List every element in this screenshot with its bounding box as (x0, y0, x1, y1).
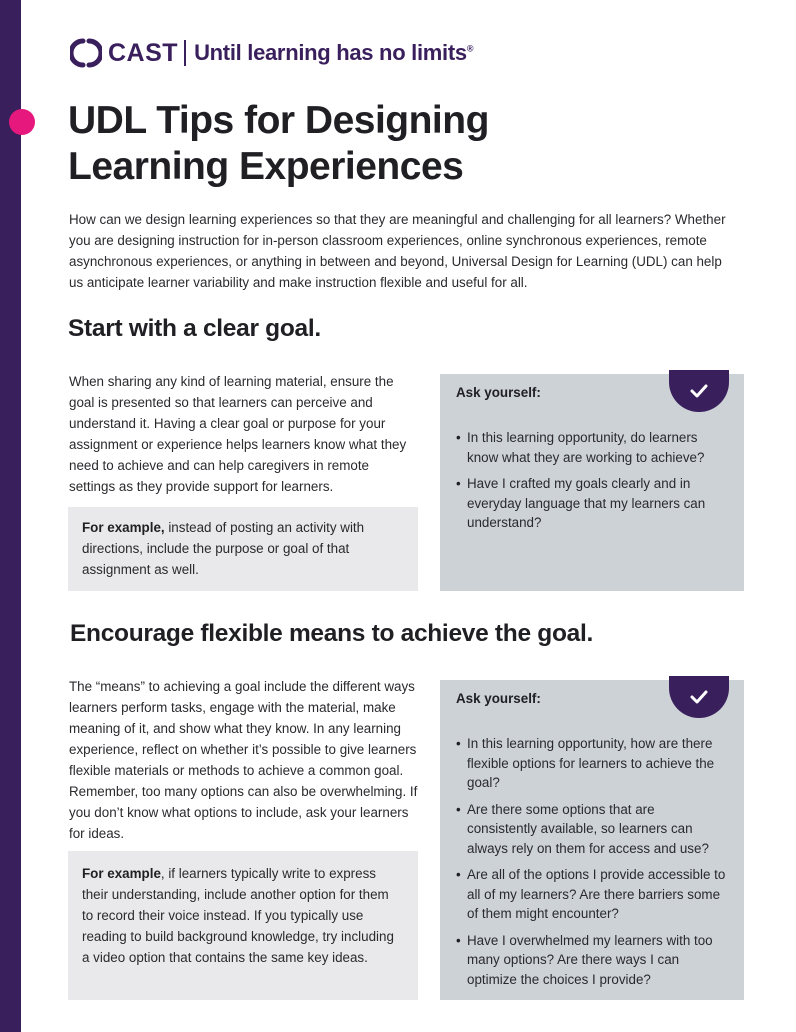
sidebar-stripe (0, 0, 21, 1032)
checkmark-icon (690, 690, 708, 704)
goal-body: When sharing any kind of learning material, ensure the goal is presented so that learners can perceive and understand it. Having a clear goal or purpose for your assignment or experience helps learners know what they need to achieve and can help caregivers in remote settings as they provide support for learners. (69, 374, 407, 494)
goal-heading: Start with a clear goal. (68, 315, 321, 342)
goal-example-box (68, 507, 418, 591)
page-title (68, 98, 628, 190)
means-body: The “means” to achieving a goal include the different ways learners perform tasks, engage with the material, make meaning of it, and show what they know. In any learning experience, reflect on whether it’s possible to give learners flexible materials or methods to achieve a common goal. Remember, too many options can also be overwhelming. If you don’t know what options to include, ask your learners for ideas. (69, 679, 418, 841)
list-item: • In this learning opportunity, how are there flexible options for learners to achieve the goal? (456, 734, 726, 793)
page-title-line-2: Learning Experiences (68, 145, 464, 188)
means-example-text: , if learners typically write to express their understanding, include another option for them to record their voice instead. If you typically use reading to build background knowledge, try including a video option that contains the same key ideas. (82, 866, 394, 965)
goal-ask-yourself-box (440, 374, 744, 591)
accent-dot (9, 109, 35, 135)
brand-tagline: Until learning has no limits® (194, 40, 474, 65)
goal-question-list (456, 428, 726, 540)
goal-check-badge (669, 370, 729, 412)
intro-paragraph: How can we design learning experiences so that they are meaningful and challenging for all learners? Whether you are designing instruction for in-person classroom experiences, online synchronous experiences, remote asynchronous experiences, or anything in between and beyond, Universal Design for Learning (UDL) can help us anticipate learner variability and make instruction flexible and useful for all. (69, 212, 726, 290)
brand-name: CAST (108, 38, 179, 67)
means-heading: Encourage flexible means to achieve the goal. (70, 620, 593, 647)
goal-example-label: For example, (82, 520, 165, 535)
means-example-label: For example (82, 866, 161, 881)
goal-ask-label: Ask yourself: (456, 385, 541, 400)
goal-example-text: instead of posting an activity with directions, include the purpose or goal of that assignment as well. (82, 520, 365, 577)
page-title-line-1: UDL Tips for Designing (68, 99, 489, 142)
cast-logo[interactable] (70, 36, 473, 70)
registered-mark: ® (466, 43, 474, 54)
list-item: • Are all of the options I provide accessible to all of my learners? Are there barriers some of them might encounter? (456, 865, 726, 924)
means-example-box (68, 851, 418, 1000)
cast-logo-mark-icon (70, 37, 102, 69)
means-check-badge (669, 676, 729, 718)
list-item: • Have I crafted my goals clearly and in everyday language that my learners can understand? (456, 474, 726, 533)
means-question-list (456, 734, 726, 996)
means-ask-yourself-box (440, 680, 744, 1000)
logo-divider (184, 40, 186, 66)
list-item: • Are there some options that are consistently available, so learners can always rely on them for access and use? (456, 800, 726, 859)
checkmark-icon (690, 384, 708, 398)
list-item: • Have I overwhelmed my learners with too many options? Are there ways I can optimize the choices I provide? (456, 931, 726, 990)
list-item: • In this learning opportunity, do learners know what they are working to achieve? (456, 428, 726, 467)
means-ask-label: Ask yourself: (456, 691, 541, 706)
